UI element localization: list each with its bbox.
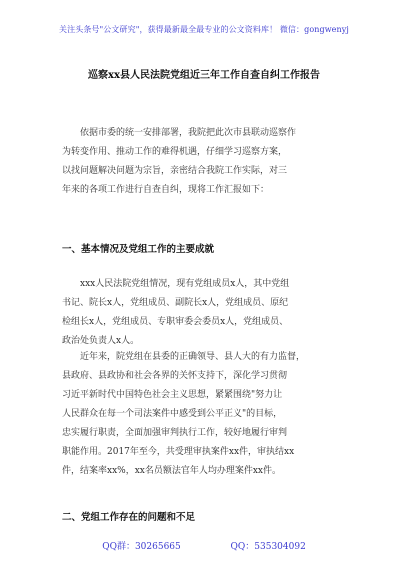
paragraph-line: 人民群众在每一个司法案件中感受到公平正义"的目标， (62, 409, 283, 419)
intro-line: 年来的各项工作进行自查自纠，现将工作汇报如下： (62, 185, 270, 195)
promo-banner: 关注头条号"公文研究"，获得最新最全最专业的公文资料库！ 微信：gongwenyj (59, 25, 349, 34)
qq-number: QQ：535304092 (230, 542, 306, 552)
section-heading-1: 一、基本情况及党组工作的主要成就 (62, 244, 215, 255)
paragraph-line: 县政府、县政协和社会各界的关怀支持下，深化学习贯彻 (62, 371, 288, 381)
contact-footer (0, 539, 408, 552)
paragraph-line: 检组长x人，党组成员、专职审委会委员x人，党组成员、 (62, 317, 289, 327)
paragraph-line: 近年来，院党组在县委的正确领导、县人大的有力监督， (80, 352, 306, 362)
section-heading-2: 二、党组工作存在的问题和不足 (62, 512, 196, 523)
section1-paragraph-1 (62, 275, 352, 351)
paragraph-line: 职能作用。2017年至今，共受理审执案件xx件，审执结xx (62, 447, 295, 457)
intro-line: 为转变作用、推动工作的难得机遇，仔细学习巡察方案， (62, 147, 288, 157)
qq-group-number: QQ群：30265665 (102, 542, 181, 552)
intro-paragraph (62, 124, 352, 200)
paragraph-line: 忠实履行职责，全面加强审判执行工作，较好地履行审判 (62, 428, 288, 438)
paragraph-line: xxx人民法院党组情况，现有党组成员x人，其中党组 (80, 279, 290, 289)
intro-line: 以找问题解决问题为宗旨，亲密结合我院工作实际，对三 (62, 166, 288, 176)
paragraph-line: 习近平新时代中国特色社会主义思想，紧紧围绕"努力让 (62, 390, 283, 400)
document-title: 巡察xx县人民法院党组近三年工作自查自纠工作报告 (88, 70, 320, 81)
paragraph-line: 政治处负责人x人。 (62, 336, 140, 346)
section1-paragraph-2 (62, 348, 352, 481)
intro-line: 依据市委的统一安排部署，我院把此次市县联动巡察作 (80, 128, 297, 138)
paragraph-line: 件，结案率xx%，xx名员额法官年人均办理案件xx件。 (62, 466, 282, 476)
paragraph-line: 书记、院长x人，党组成员、副院长x人，党组成员、原纪 (62, 298, 289, 308)
